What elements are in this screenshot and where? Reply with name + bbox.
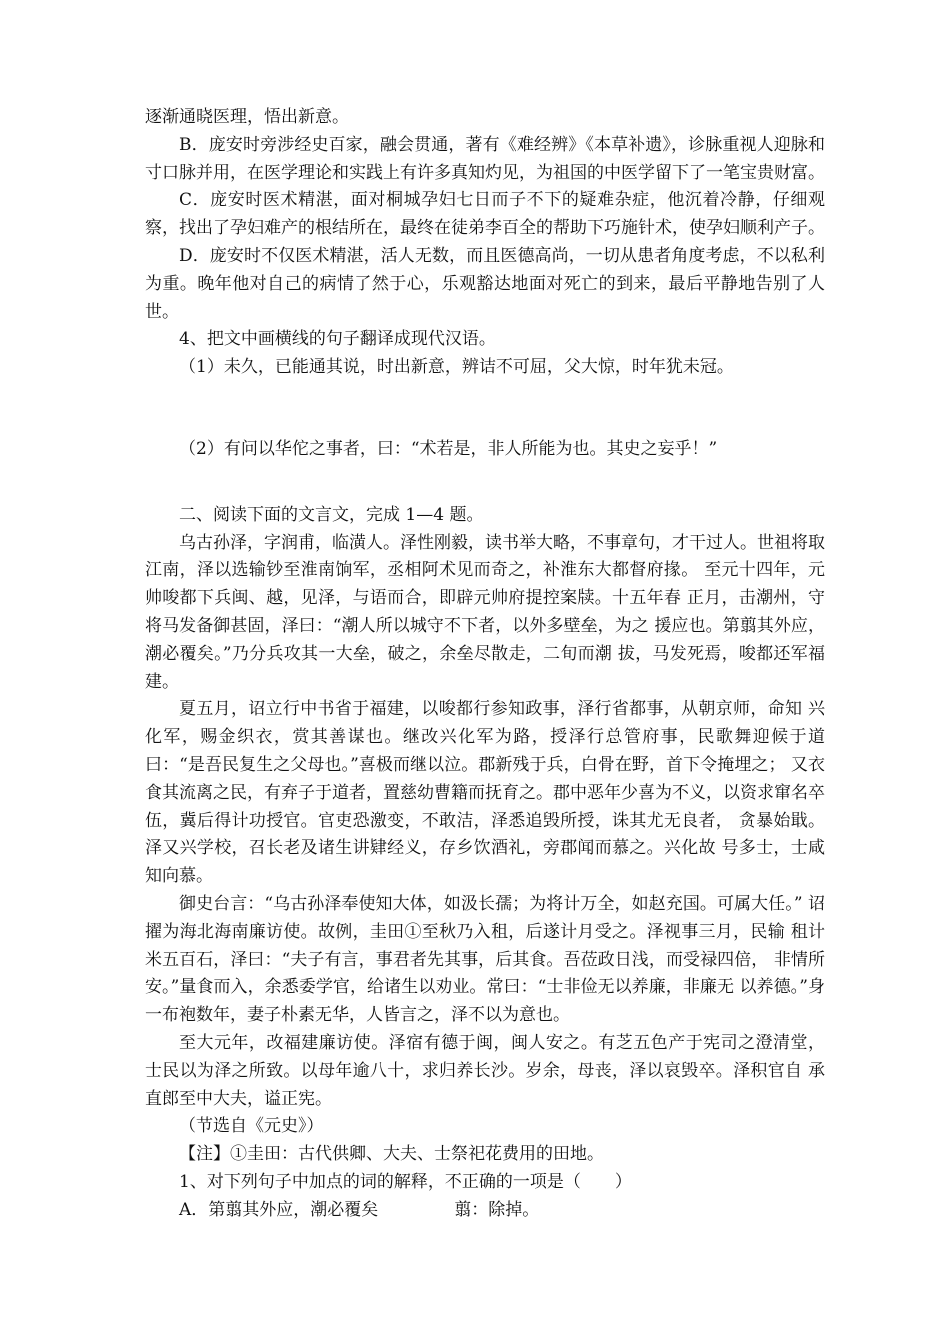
q4-prompt: 4、把文中画横线的句子翻译成现代汉语。 (179, 329, 496, 350)
footnote-label: 【注】 (179, 1144, 230, 1165)
q3-option-a-tail: 逐渐通晓医理，悟出新意。 (145, 107, 349, 127)
question-1-option-a (145, 1197, 825, 1225)
option-a-gloss: 翦：除掉。 (454, 1199, 540, 1220)
option-a-sentence: A．第翦其外应，潮必覆矣 (179, 1199, 379, 1220)
passage-source: （节选自《元史》） (179, 1116, 324, 1137)
passage-paragraph-2: 夏五月，诏立行中书省于福建，以唆都行参知政事，泽行省都事，从朝京师，命知 兴化军，赐金织衣，赏其善谋也。继改兴化军为路，授泽行总管府事，民歌舞迎候于道 曰：“是吾民复生之父母也。”喜极而继以泣。郡新残于兵，白骨在野，首下令掩埋之； 又衣食其流离之民，有弃子于道者，置慈幼曹籍而抚育之。郡中恶年少喜为不义，以资求窜名卒伍，冀后得计功授官。官吏恐激变，不敢洁，泽悉追毁所授，诛其尤无良者， 贪暴始戢。泽又兴学校，召长老及诸生讲肄经义，存乡饮酒礼，旁郡闻而慕之。兴化故 号多士，士咸知向慕。 (145, 699, 825, 887)
q3-option-b: B．庞安时旁涉经史百家，融会贯通，著有《难经辨》《本草补遗》，诊脉重视人迎脉和寸口脉并用，在医学理论和实践上有许多真知灼见，为祖国的中医学留下了一笔宝贵财富。 (145, 134, 825, 183)
q4-sentence-2: （2）有问以华佗之事者，曰：“术若是，非人所能为也。其史之妄乎！” (179, 438, 718, 459)
section2-heading: 二、阅读下面的文言文，完成 1—4 题。 (179, 504, 484, 525)
passage-paragraph-1: 乌古孙泽，字润甫，临潢人。泽性刚毅，读书举大略，不事章句，才干过人。世祖将取江南，泽以选输钞至淮南饷军，丞相阿术见而奇之，补淮东大都督府掾。 至元十四年，元帅唆都下兵闽、越，见泽，与语而合，即辟元帅府提控案牍。十五年春 正月，击潮州，守将马发备御甚固，泽曰：“潮人所以城守不下者，以外多壁垒，为之 援应也。第翦其外应，潮必覆矣。”乃分兵攻其一大垒，破之，余垒尽散走，二旬而潮 拔，马发死焉，唆都还军福建。 (145, 532, 825, 692)
question-1: 1、对下列句子中加点的词的解释，不正确的一项是（ ） (179, 1171, 632, 1192)
footnote-text: ①圭田：古代供卿、大夫、士祭祀花费用的田地。 (230, 1144, 604, 1165)
passage-paragraph-3: 御史台言：“乌古孙泽奉使知大体，如汲长孺；为将计万全，如赵充国。可属大任。” 诏擢为海北海南廉访使。故例，圭田①至秋乃入租，后遂计月受之。泽视事三月，民输 租计米五百石，泽曰：“夫子有言，事君者先其事，后其食。吾莅政日浅，而受禄四倍， 非情所安。”量食而入，余悉委学官，给诸生以劝业。常曰：“士非俭无以养廉，非廉无 以养德。”身一布袍数年，妻子朴素无华，人皆言之，泽不以为意也。 (145, 893, 825, 1026)
document-page (145, 104, 825, 1224)
footnote (145, 1141, 825, 1169)
q3-option-d: D．庞安时不仅医术精湛，活人无数，而且医德高尚，一切从患者角度考虑，不以私利为重。晚年他对自己的病情了然于心，乐观豁达地面对死亡的到来，最后平静地告别了人世。 (145, 245, 825, 322)
q3-option-c: C．庞安时医术精湛，面对桐城孕妇七日而子不下的疑难杂症，他沉着冷静，仔细观察，找出了孕妇难产的根结所在，最终在徒弟李百全的帮助下巧施针术，使孕妇顺利产子。 (145, 190, 825, 239)
q4-sentence-1: （1）未久，已能通其说，时出新意，辨诘不可屈，父大惊，时年犹未冠。 (179, 357, 734, 378)
passage-paragraph-4: 至大元年，改福建廉访使。泽宿有德于闽，闽人安之。有芝五色产于宪司之澄清堂， 士民以为泽之所致。以母年逾八十，求归养长沙。岁余，母丧，泽以哀毁卒。泽积官自 承直郎至中大夫，谥正宪。 (145, 1032, 825, 1109)
answer-space (145, 464, 825, 502)
answer-space (145, 382, 825, 436)
